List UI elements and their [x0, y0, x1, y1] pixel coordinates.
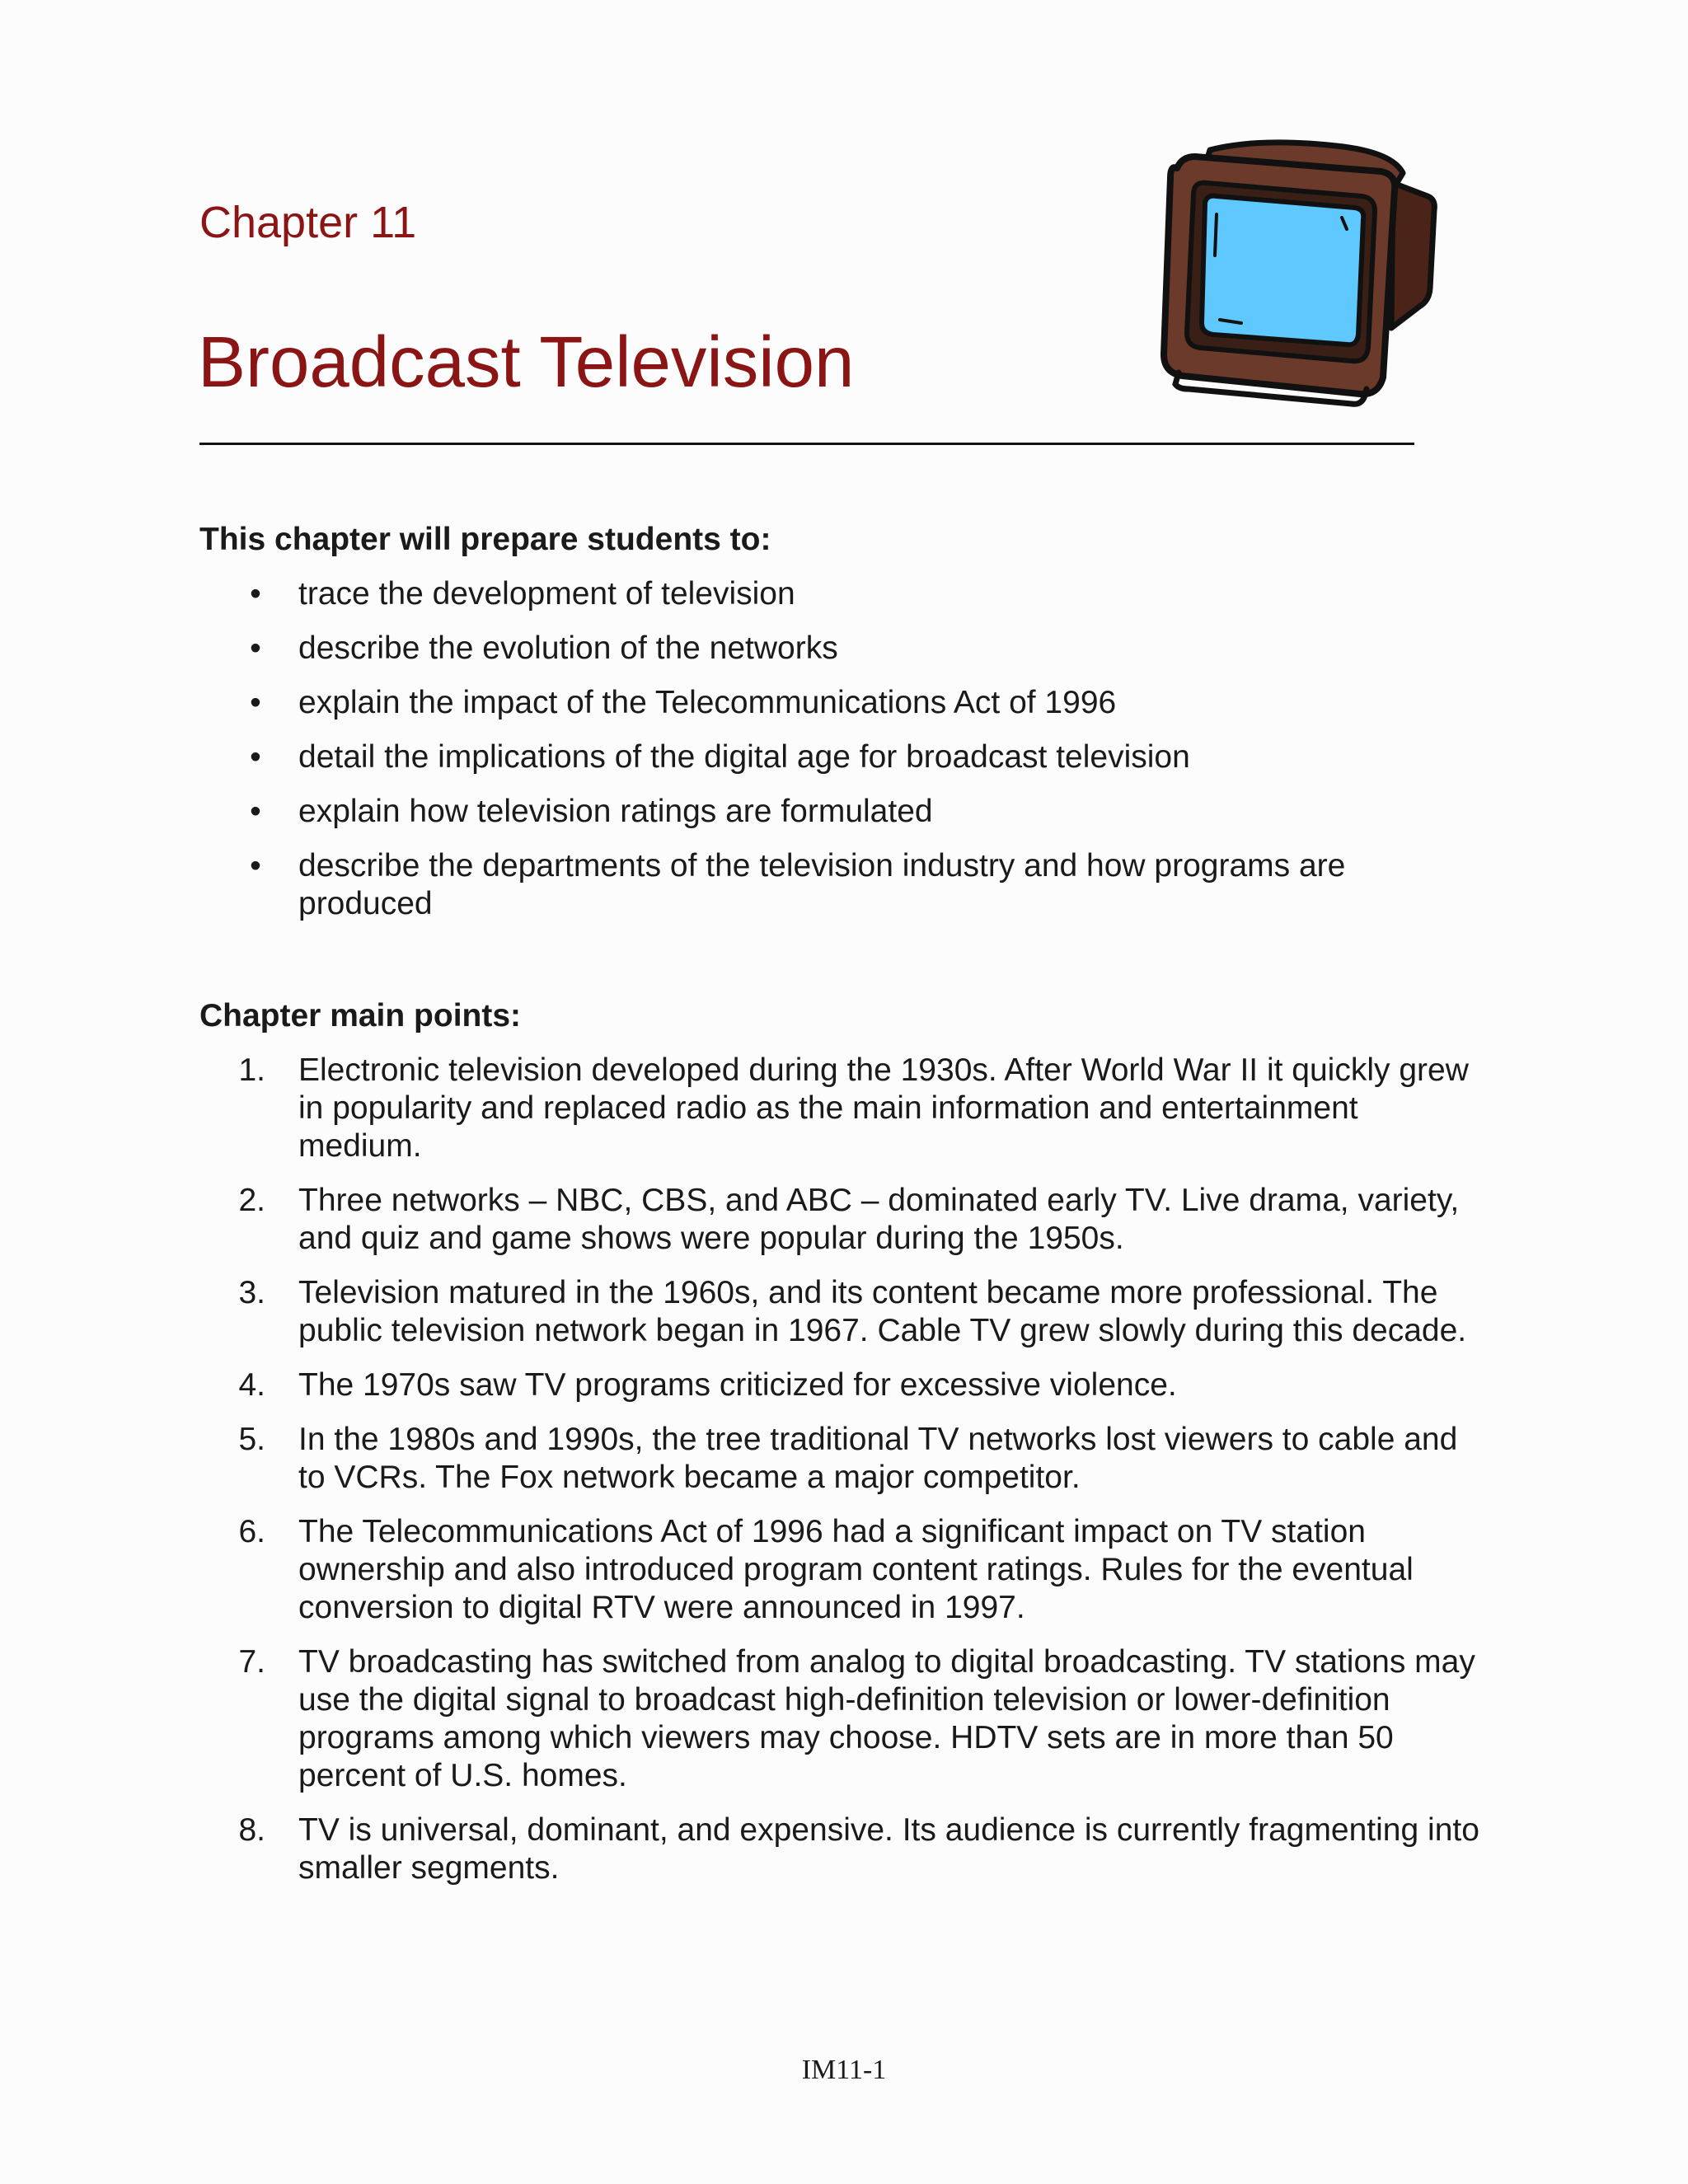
list-number: 8. [238, 1812, 265, 1848]
list-item [199, 575, 1485, 613]
page-title: Broadcast Television [198, 322, 855, 402]
main-points-list [199, 1052, 1485, 1904]
list-item-text: TV broadcasting has switched from analog to digital broadcasting. TV stations may use the digital signal to broadcast high-definition television or lower-definition programs among which viewers may choose. HDTV sets are in more than 50 percent of U.S. homes. [298, 1644, 1475, 1793]
list-item [199, 1513, 1485, 1627]
list-item [199, 1366, 1485, 1404]
list-item [199, 738, 1485, 776]
list-item-text: The 1970s saw TV programs criticized for excessive violence. [298, 1367, 1177, 1403]
objectives-heading: This chapter will prepare students to: [199, 522, 771, 557]
list-item [199, 684, 1485, 722]
list-item-text: trace the development of television [298, 576, 795, 612]
bullet-marker: • [250, 576, 261, 612]
list-item-text: In the 1980s and 1990s, the tree traditional TV networks lost viewers to cable and to VCRs. The Fox network became a major competitor. [298, 1422, 1458, 1495]
chapter-number: Chapter 11 [199, 198, 417, 247]
page-number: IM11-1 [801, 2055, 887, 2085]
list-item-text: TV is universal, dominant, and expensive. Its audience is currently fragmenting into smaller segments. [298, 1812, 1479, 1886]
list-item [199, 1421, 1485, 1497]
objectives-list [199, 575, 1485, 940]
list-item [199, 1643, 1485, 1795]
list-number: 3. [238, 1275, 265, 1310]
list-number: 7. [238, 1644, 265, 1680]
bullet-marker: • [250, 794, 261, 829]
list-item [199, 630, 1485, 668]
list-item-text: describe the evolution of the networks [298, 630, 838, 666]
list-item-text: Electronic television developed during the 1930s. After World War II it quickly grew in popularity and replaced radio as the main information and entertainment medium. [298, 1052, 1469, 1164]
list-item-text: describe the departments of the television industry and how programs are produced [298, 848, 1346, 921]
title-divider [199, 443, 1414, 445]
list-number: 5. [238, 1422, 265, 1457]
bullet-marker: • [250, 630, 261, 666]
bullet-marker: • [250, 685, 261, 720]
list-item [199, 1052, 1485, 1165]
list-item [199, 1811, 1485, 1887]
television-icon [1146, 132, 1442, 412]
main-points-heading: Chapter main points: [199, 998, 522, 1033]
list-number: 1. [238, 1052, 265, 1088]
list-item [199, 847, 1485, 923]
list-item-text: The Telecommunications Act of 1996 had a significant impact on TV station ownership and also introduced program content ratings. Rules for the eventual conversion to digital RTV were announced in 1997. [298, 1514, 1414, 1625]
list-number: 2. [238, 1183, 265, 1218]
list-item-text: Three networks – NBC, CBS, and ABC – dominated early TV. Live drama, variety, and quiz and game shows were popular during the 1950s. [298, 1183, 1460, 1256]
list-number: 6. [238, 1514, 265, 1549]
list-item-text: detail the implications of the digital age for broadcast television [298, 739, 1190, 775]
list-item [199, 1182, 1485, 1258]
list-item-text: explain how television ratings are formulated [298, 794, 933, 829]
bullet-marker: • [250, 848, 261, 883]
list-number: 4. [238, 1367, 265, 1403]
bullet-marker: • [250, 739, 261, 775]
list-item [199, 793, 1485, 831]
list-item [199, 1274, 1485, 1350]
list-item-text: explain the impact of the Telecommunications Act of 1996 [298, 685, 1117, 720]
list-item-text: Television matured in the 1960s, and its content became more professional. The public television network began in 1967. Cable TV grew slowly during this decade. [298, 1275, 1467, 1348]
